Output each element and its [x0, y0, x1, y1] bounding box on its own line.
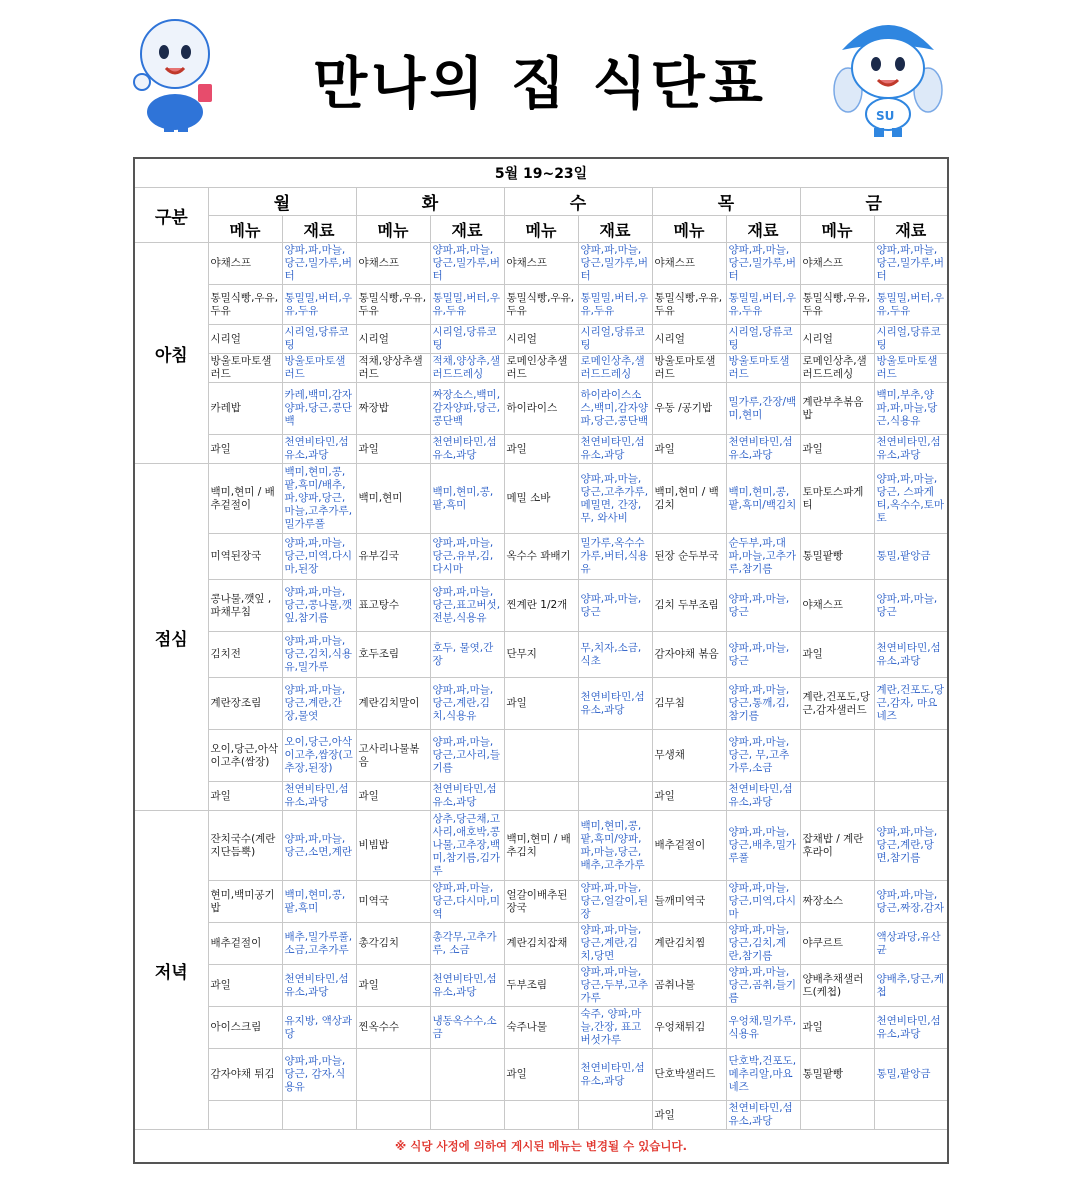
ingredients-cell: 천연비타민,섬유소,과당 [874, 435, 948, 464]
table-row [134, 881, 948, 923]
menu-cell: 야채스프 [356, 243, 430, 285]
ingredients-cell: 오이,당근,아삭이고추,쌈장(고추장,된장) [282, 730, 356, 782]
ingredients-cell [578, 1101, 652, 1130]
ingredients-cell [578, 730, 652, 782]
table-row [134, 1101, 948, 1130]
ingredients-cell: 양배추,당근,케첩 [874, 965, 948, 1007]
svg-text:SU: SU [876, 109, 895, 123]
ingredients-cell: 시리얼,당류코팅 [874, 325, 948, 354]
ingredients-cell: 천연비타민,섬유소,과당 [578, 435, 652, 464]
day-header-mon: 월 [208, 188, 356, 216]
ingredients-cell: 순두부,파,대파,마늘,고추가루,참기름 [726, 534, 800, 580]
ingredients-cell: 양파,파,마늘,당근,표고버섯,전분,식용유 [430, 580, 504, 632]
ingredients-cell: 양파,파,마늘,당근,김치,계란,참기름 [726, 923, 800, 965]
menu-cell: 호두조림 [356, 632, 430, 678]
menu-cell: 시리얼 [800, 325, 874, 354]
ingredients-cell: 천연비타민,섬유소,과당 [430, 435, 504, 464]
ingredients-cell: 백미,현미,콩,팥,흑미 [282, 881, 356, 923]
menu-column-header: 메뉴 [504, 216, 578, 243]
menu-cell: 유부김국 [356, 534, 430, 580]
ingredients-cell: 양파,파,마늘,당근,다시마,미역 [430, 881, 504, 923]
menu-cell: 통밀식빵,우유,두유 [652, 285, 726, 325]
weekly-menu-table [133, 157, 949, 1164]
menu-cell [504, 782, 578, 811]
table-row [134, 580, 948, 632]
menu-cell: 과일 [652, 782, 726, 811]
date-range: 5월 19~23일 [134, 158, 948, 188]
ingredients-cell: 양파,파,마늘,당근,고추가루,메밀면, 간장, 무, 와사비 [578, 464, 652, 534]
menu-cell: 과일 [504, 678, 578, 730]
ingredients-cell: 양파,파,마늘,당근,배추,밀가루풀 [726, 811, 800, 881]
ingredients-cell: 양파,파,마늘,당근 [726, 580, 800, 632]
menu-cell: 계란김치잡채 [504, 923, 578, 965]
ingredients-cell: 양파,파,마늘,당근,미역,다시마 [726, 881, 800, 923]
ingredients-cell: 유지방, 액상과당 [282, 1007, 356, 1049]
menu-cell: 백미,현미 / 배추김치 [504, 811, 578, 881]
meal-label-breakfast: 아침 [134, 243, 208, 464]
ingredients-column-header: 재료 [430, 216, 504, 243]
ingredients-cell: 방울토마토샐러드 [874, 354, 948, 383]
ingredients-cell: 시리얼,당류코팅 [726, 325, 800, 354]
table-row [134, 782, 948, 811]
menu-cell: 시리얼 [504, 325, 578, 354]
menu-cell: 과일 [652, 435, 726, 464]
ingredients-cell: 배추,밀가루풀,소금,고추가루 [282, 923, 356, 965]
menu-cell: 통밀팥빵 [800, 534, 874, 580]
menu-cell: 과일 [356, 782, 430, 811]
ingredients-cell: 총각무,고추가루, 소금 [430, 923, 504, 965]
menu-cell: 표고탕수 [356, 580, 430, 632]
ingredients-cell: 백미,현미,콩,팥,흑미 [430, 464, 504, 534]
ingredients-cell: 천연비타민,섬유소,과당 [726, 1101, 800, 1130]
ingredients-cell: 천연비타민,섬유소,과당 [874, 632, 948, 678]
day-header-tue: 화 [356, 188, 504, 216]
ingredients-cell: 천연비타민,섬유소,과당 [578, 1049, 652, 1101]
ingredients-cell: 통밀,팥앙금 [874, 1049, 948, 1101]
menu-cell: 계란,건포도,당근,감자샐러드 [800, 678, 874, 730]
menu-cell [208, 1101, 282, 1130]
menu-cell: 과일 [356, 435, 430, 464]
menu-cell: 짜장소스 [800, 881, 874, 923]
menu-cell: 곰취나물 [652, 965, 726, 1007]
ingredients-cell: 천연비타민,섬유소,과당 [282, 965, 356, 1007]
ingredients-cell: 통밀밀,버터,우유,두유 [874, 285, 948, 325]
table-row [134, 1049, 948, 1101]
menu-cell: 들깨미역국 [652, 881, 726, 923]
ingredients-cell: 양파,파,마늘,당근,밀가루,버터 [874, 243, 948, 285]
ingredients-cell: 양파,파,마늘,당근 [874, 580, 948, 632]
ingredients-cell: 밀가루,옥수수가루,버터,식용유 [578, 534, 652, 580]
table-row [134, 243, 948, 285]
ingredients-cell: 양파,파,마늘,당근,밀가루,버터 [430, 243, 504, 285]
table-row [134, 435, 948, 464]
menu-cell: 시리얼 [208, 325, 282, 354]
menu-cell: 고사리나물볶음 [356, 730, 430, 782]
menu-cell: 로메인상추,샐러드드레싱 [800, 354, 874, 383]
ingredients-cell: 양파,파,마늘,당근,두부,고추가루 [578, 965, 652, 1007]
ingredients-cell: 양파,파,마늘,당근,계란,김치,식용유 [430, 678, 504, 730]
ingredients-cell: 천연비타민,섬유소,과당 [282, 782, 356, 811]
ingredients-cell [874, 730, 948, 782]
ingredients-cell: 계란,건포도,당근,감자, 마요네즈 [874, 678, 948, 730]
menu-cell: 김치 두부조림 [652, 580, 726, 632]
ingredients-cell [282, 1101, 356, 1130]
menu-cell: 비빔밥 [356, 811, 430, 881]
menu-cell: 백미,현미 [356, 464, 430, 534]
ingredients-column-header: 재료 [726, 216, 800, 243]
menu-cell: 계란김치찜 [652, 923, 726, 965]
menu-cell: 단무지 [504, 632, 578, 678]
category-header: 구분 [134, 188, 208, 243]
menu-cell: 아이스크림 [208, 1007, 282, 1049]
ingredients-cell: 백미,현미,콩,팥,흑미/양파,파,마늘,당근,배추,고추가루 [578, 811, 652, 881]
ingredients-cell: 양파,파,마늘,당근,미역,다시마,된장 [282, 534, 356, 580]
menu-cell: 과일 [208, 965, 282, 1007]
table-row [134, 383, 948, 435]
ingredients-cell: 양파,파,마늘,당근,밀가루,버터 [726, 243, 800, 285]
ingredients-cell: 양파,파,마늘,당근 [578, 580, 652, 632]
ingredients-cell: 양파,파,마늘,당근,계란,김치,당면 [578, 923, 652, 965]
menu-cell: 과일 [800, 632, 874, 678]
menu-column-header: 메뉴 [356, 216, 430, 243]
menu-cell: 옥수수 꽈배기 [504, 534, 578, 580]
ingredients-cell: 호두, 물엿,간장 [430, 632, 504, 678]
menu-cell: 메밀 소바 [504, 464, 578, 534]
menu-cell: 야채스프 [800, 580, 874, 632]
menu-cell: 야채스프 [652, 243, 726, 285]
menu-cell: 방울토마토샐러드 [208, 354, 282, 383]
table-row [134, 285, 948, 325]
menu-cell: 얼갈이배추된장국 [504, 881, 578, 923]
table-row [134, 965, 948, 1007]
menu-cell: 통밀식빵,우유,두유 [800, 285, 874, 325]
menu-cell: 총각김치 [356, 923, 430, 965]
menu-cell: 통밀팥빵 [800, 1049, 874, 1101]
ingredients-cell: 천연비타민,섬유소,과당 [282, 435, 356, 464]
menu-cell: 김치전 [208, 632, 282, 678]
ingredients-cell: 양파,파,마늘,당근,계란,당면,참기름 [874, 811, 948, 881]
menu-cell: 야채스프 [800, 243, 874, 285]
ingredients-cell [430, 1049, 504, 1101]
ingredients-cell: 통밀,팥앙금 [874, 534, 948, 580]
menu-cell: 시리얼 [652, 325, 726, 354]
menu-column-header: 메뉴 [652, 216, 726, 243]
ingredients-cell: 짜장소스,백미,감자양파,당근,콩단백 [430, 383, 504, 435]
ingredients-cell: 천연비타민,섬유소,과당 [430, 965, 504, 1007]
ingredients-cell: 양파,파,마늘,당근,짜장,감자 [874, 881, 948, 923]
ingredients-cell: 양파,파,마늘,당근,소면,계란 [282, 811, 356, 881]
ingredients-cell: 시리얼,당류코팅 [430, 325, 504, 354]
table-row [134, 632, 948, 678]
ingredients-cell: 무,치자,소금,식초 [578, 632, 652, 678]
menu-cell: 콩나물,깻잎 , 파채무침 [208, 580, 282, 632]
menu-cell: 우엉채튀김 [652, 1007, 726, 1049]
menu-cell: 과일 [356, 965, 430, 1007]
ingredients-cell: 양파,파,마늘,당근, 스파게티,옥수수,토마토 [874, 464, 948, 534]
menu-cell: 로메인상추샐러드 [504, 354, 578, 383]
ingredients-cell: 시리얼,당류코팅 [282, 325, 356, 354]
menu-cell: 방울토마토샐러드 [652, 354, 726, 383]
ingredients-cell: 양파,파,마늘,당근,곰취,들기름 [726, 965, 800, 1007]
ingredients-cell: 천연비타민,섬유소,과당 [726, 782, 800, 811]
menu-cell: 현미,백미공기밥 [208, 881, 282, 923]
table-row [134, 923, 948, 965]
ingredients-cell: 방울토마토샐러드 [282, 354, 356, 383]
table-row [134, 534, 948, 580]
day-header-fri: 금 [800, 188, 948, 216]
ingredients-cell: 양파,파,마늘,당근,계란,간장,물엿 [282, 678, 356, 730]
menu-cell: 과일 [208, 435, 282, 464]
menu-cell: 미역국 [356, 881, 430, 923]
day-header-thu: 목 [652, 188, 800, 216]
ingredients-cell: 통밀밀,버터,우유,두유 [430, 285, 504, 325]
menu-cell: 백미,현미 / 백김치 [652, 464, 726, 534]
menu-cell [800, 730, 874, 782]
menu-cell: 찐계란 1/2개 [504, 580, 578, 632]
ingredients-cell: 하이라이스소스,백미,감자양파,당근,콩단백 [578, 383, 652, 435]
meal-label-lunch: 점심 [134, 464, 208, 811]
footer-note: ※ 식당 사정에 의하여 게시된 메뉴는 변경될 수 있습니다. [134, 1130, 948, 1164]
meal-label-dinner: 저녁 [134, 811, 208, 1130]
ingredients-cell: 숙주, 양파,마늘,간장, 표고버섯가루 [578, 1007, 652, 1049]
ingredients-cell: 양파,파,마늘,당근,얼갈이,된장 [578, 881, 652, 923]
menu-cell: 짜장밥 [356, 383, 430, 435]
ingredients-cell: 통밀밀,버터,우유,두유 [726, 285, 800, 325]
menu-cell: 야채스프 [208, 243, 282, 285]
ingredients-column-header: 재료 [578, 216, 652, 243]
ingredients-cell: 양파,파,마늘,당근, 무,고추가루,소금 [726, 730, 800, 782]
menu-cell: 야쿠르트 [800, 923, 874, 965]
ingredients-cell: 백미,현미,콩,팥,흑미/배추,파,양파,당근,마늘,고추가루,밀가루풀 [282, 464, 356, 534]
menu-cell: 통밀식빵,우유,두유 [208, 285, 282, 325]
ingredients-cell: 밀가루,간장/백미,현미 [726, 383, 800, 435]
table-row [134, 1007, 948, 1049]
ingredients-cell: 천연비타민,섬유소,과당 [874, 1007, 948, 1049]
ingredients-cell: 액상과당,유산균 [874, 923, 948, 965]
ingredients-cell: 양파,파,마늘,당근,고사리,들기름 [430, 730, 504, 782]
menu-cell [504, 1101, 578, 1130]
table-row [134, 678, 948, 730]
ingredients-cell: 로메인상추,샐러드드레싱 [578, 354, 652, 383]
menu-cell: 계란장조림 [208, 678, 282, 730]
ingredients-cell: 상추,당근채,고사리,애호박,콩나물,고추장,백미,참기름,김가루 [430, 811, 504, 881]
table-row [134, 354, 948, 383]
menu-cell: 양배추채샐러드(케첩) [800, 965, 874, 1007]
ingredients-cell: 통밀밀,버터,우유,두유 [282, 285, 356, 325]
ingredients-cell: 천연비타민,섬유소,과당 [726, 435, 800, 464]
day-header-wed: 수 [504, 188, 652, 216]
ingredients-cell [578, 782, 652, 811]
menu-cell: 잔치국수(계란지단듬뿍) [208, 811, 282, 881]
menu-cell: 하이라이스 [504, 383, 578, 435]
menu-cell: 백미,현미 / 배추겉절이 [208, 464, 282, 534]
table-row [134, 325, 948, 354]
ingredients-cell: 통밀밀,버터,우유,두유 [578, 285, 652, 325]
menu-cell: 찐옥수수 [356, 1007, 430, 1049]
ingredients-cell: 양파,파,마늘,당근,유부,김,다시마 [430, 534, 504, 580]
menu-cell: 계란김치말이 [356, 678, 430, 730]
menu-cell [800, 1101, 874, 1130]
menu-cell: 감자야채 튀김 [208, 1049, 282, 1101]
ingredients-cell: 양파,파,마늘,당근,콩나물,깻잎,참기름 [282, 580, 356, 632]
ingredients-cell: 천연비타민,섬유소,과당 [430, 782, 504, 811]
menu-cell: 통밀식빵,우유,두유 [504, 285, 578, 325]
ingredients-cell: 방울토마토샐러드 [726, 354, 800, 383]
page-title: 만나의 집 식단표 [313, 52, 767, 117]
menu-cell: 우동 /공기밥 [652, 383, 726, 435]
ingredients-cell: 단호박,건포도,메추리알,마요네즈 [726, 1049, 800, 1101]
menu-cell: 통밀식빵,우유,두유 [356, 285, 430, 325]
menu-cell: 숙주나물 [504, 1007, 578, 1049]
right-mascot-icon [832, 10, 944, 138]
menu-cell: 과일 [652, 1101, 726, 1130]
menu-cell: 토마토스파게티 [800, 464, 874, 534]
menu-column-header: 메뉴 [800, 216, 874, 243]
ingredients-cell: 백미,현미,콩,팥,흑미/백김치 [726, 464, 800, 534]
table-row [134, 464, 948, 534]
ingredients-cell: 냉동옥수수,소금 [430, 1007, 504, 1049]
menu-cell: 배추겉절이 [652, 811, 726, 881]
ingredients-cell [874, 782, 948, 811]
ingredients-cell: 양파,파,마늘,당근,김치,식용유,밀가루 [282, 632, 356, 678]
menu-cell: 단호박샐러드 [652, 1049, 726, 1101]
menu-cell: 무생채 [652, 730, 726, 782]
menu-cell: 오이,당근,아삭이고추(쌈장) [208, 730, 282, 782]
ingredients-cell: 양파,파,마늘,당근,밀가루,버터 [578, 243, 652, 285]
menu-cell: 과일 [800, 1007, 874, 1049]
ingredients-cell: 우엉채,밀가루,식용유 [726, 1007, 800, 1049]
menu-cell: 두부조림 [504, 965, 578, 1007]
menu-cell: 배추겉절이 [208, 923, 282, 965]
ingredients-column-header: 재료 [874, 216, 948, 243]
menu-cell: 과일 [208, 782, 282, 811]
menu-column-header: 메뉴 [208, 216, 282, 243]
menu-cell: 과일 [504, 435, 578, 464]
menu-cell: 감자야채 볶음 [652, 632, 726, 678]
menu-cell [356, 1101, 430, 1130]
menu-cell: 된장 순두부국 [652, 534, 726, 580]
ingredients-cell: 적채,양상추,샐러드드레싱 [430, 354, 504, 383]
footer-note-row [134, 1130, 948, 1164]
ingredients-column-header: 재료 [282, 216, 356, 243]
ingredients-cell: 양파,파,마늘,당근, 감자,식용유 [282, 1049, 356, 1101]
ingredients-cell: 시리얼,당류코팅 [578, 325, 652, 354]
menu-cell: 야채스프 [504, 243, 578, 285]
table-row [134, 730, 948, 782]
menu-cell: 적채,양상추샐러드 [356, 354, 430, 383]
menu-cell: 김무침 [652, 678, 726, 730]
menu-cell: 과일 [800, 435, 874, 464]
menu-cell: 계란부추볶음밥 [800, 383, 874, 435]
ingredients-cell: 백미,부추,양파,파,마늘,당근,식용유 [874, 383, 948, 435]
ingredients-cell: 카레,백미,감자양파,당근,콩단백 [282, 383, 356, 435]
ingredients-cell [874, 1101, 948, 1130]
menu-cell: 미역된장국 [208, 534, 282, 580]
menu-cell [356, 1049, 430, 1101]
table-row [134, 811, 948, 881]
ingredients-cell [430, 1101, 504, 1130]
menu-cell: 시리얼 [356, 325, 430, 354]
menu-cell [504, 730, 578, 782]
menu-cell: 과일 [504, 1049, 578, 1101]
ingredients-cell: 양파,파,마늘,당근,통깨,김,참기름 [726, 678, 800, 730]
ingredients-cell: 양파,파,마늘,당근,밀가루,버터 [282, 243, 356, 285]
ingredients-cell: 천연비타민,섬유소,과당 [578, 678, 652, 730]
menu-cell [800, 782, 874, 811]
ingredients-cell: 양파,파,마늘,당근 [726, 632, 800, 678]
menu-cell: 카레밥 [208, 383, 282, 435]
menu-cell: 잡채밥 / 계란후라이 [800, 811, 874, 881]
